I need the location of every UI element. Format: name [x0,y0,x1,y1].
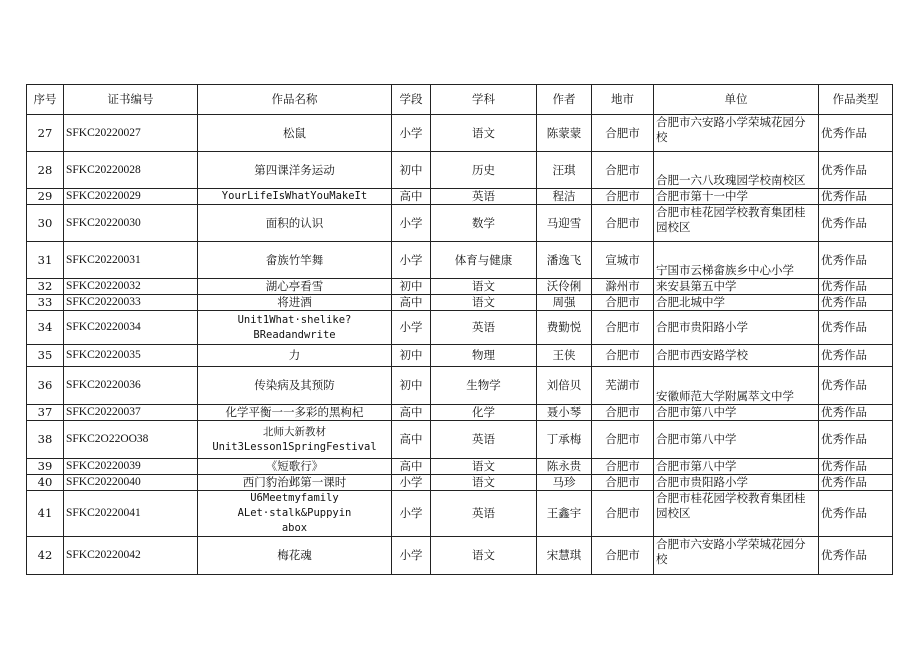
author-cell: 马迎雪 [537,205,592,242]
header-cell: 证书编号 [64,85,198,115]
certificate-number-cell: SFKC20220031 [64,242,198,279]
header-cell: 地市 [592,85,654,115]
table-row [27,491,893,537]
subject-cell: 英语 [431,311,537,345]
row-number-cell: 28 [27,152,64,189]
work-title-cell [198,152,392,189]
header-cell: 学段 [392,85,431,115]
work-type-cell: 优秀作品 [819,242,893,279]
certificate-number-cell: SFKC20220035 [64,345,198,367]
work-title-line: 将进酒 [277,295,312,309]
work-title-line: abox [281,522,308,534]
organization-cell: 合肥市贵阳路小学 [654,311,819,345]
work-title-cell [198,421,392,459]
award-table [26,84,893,575]
subject-cell: 英语 [431,421,537,459]
work-type-cell: 优秀作品 [819,115,893,152]
organization-cell: 安徽师范大学附属萃文中学 [654,367,819,405]
subject-cell: 体育与健康 [431,242,537,279]
certificate-number-cell: SFKC20220034 [64,311,198,345]
row-number-cell: 37 [27,405,64,421]
header-row [27,85,893,115]
certificate-number-cell: SFKC20220030 [64,205,198,242]
work-title-line: 湖心亭看雪 [265,279,324,293]
table-row [27,345,893,367]
author-cell: 汪琪 [537,152,592,189]
work-title-cell [198,405,392,421]
work-title-cell [198,205,392,242]
work-type-cell: 优秀作品 [819,421,893,459]
table-row [27,537,893,575]
author-cell: 陈永贵 [537,459,592,475]
certificate-number-cell: SFKC20220036 [64,367,198,405]
work-title-cell [198,242,392,279]
table-row [27,367,893,405]
header-cell: 作品名称 [198,85,392,115]
school-stage-cell: 小学 [392,537,431,575]
header-cell: 作者 [537,85,592,115]
work-title-line: Unit3Lesson1SpringFestival [212,440,377,453]
author-cell: 陈蒙蒙 [537,115,592,152]
organization-cell: 宁国市云梯畲族乡中心小学 [654,242,819,279]
city-cell: 合肥市 [592,475,654,491]
header-cell: 作品类型 [819,85,893,115]
work-type-cell: 优秀作品 [819,491,893,537]
table-row [27,205,893,242]
school-stage-cell: 高中 [392,459,431,475]
table-row [27,459,893,475]
school-stage-cell: 小学 [392,115,431,152]
certificate-number-cell: SFKC20220028 [64,152,198,189]
table-row [27,421,893,459]
table-row [27,152,893,189]
city-cell: 合肥市 [592,311,654,345]
city-cell: 合肥市 [592,295,654,311]
row-number-cell: 42 [27,537,64,575]
school-stage-cell: 小学 [392,205,431,242]
work-title-line: 传染病及其预防 [254,378,335,392]
work-type-cell: 优秀作品 [819,279,893,295]
certificate-number-cell: SFKC20220042 [64,537,198,575]
certificate-number-cell: SFKC20220037 [64,405,198,421]
work-title-line: 松鼠 [283,125,306,140]
organization-cell: 合肥市第十一中学 [654,189,819,205]
organization-cell: 合肥市西安路学校 [654,345,819,367]
city-cell: 滁州市 [592,279,654,295]
work-type-cell: 优秀作品 [819,345,893,367]
subject-cell: 物理 [431,345,537,367]
table-row [27,311,893,345]
work-title-cell [198,345,392,367]
certificate-number-cell: SFKC2O22OO38 [64,421,198,459]
subject-cell: 语文 [431,295,537,311]
table-row [27,279,893,295]
work-type-cell: 优秀作品 [819,311,893,345]
work-title-line: 第四课洋务运动 [254,162,335,177]
work-type-cell: 优秀作品 [819,295,893,311]
subject-cell: 数学 [431,205,537,242]
author-cell: 刘倍贝 [537,367,592,405]
work-title-cell [198,491,392,537]
work-type-cell: 优秀作品 [819,537,893,575]
work-title-line: 梅花魂 [277,548,312,562]
organization-cell: 合肥市第八中学 [654,421,819,459]
work-title-cell [198,189,392,205]
school-stage-cell: 初中 [392,367,431,405]
organization-cell: 合肥市贵阳路小学 [654,475,819,491]
city-cell: 合肥市 [592,205,654,242]
work-type-cell: 优秀作品 [819,189,893,205]
author-cell: 程洁 [537,189,592,205]
work-type-cell: 优秀作品 [819,475,893,491]
organization-cell: 合肥市第八中学 [654,459,819,475]
subject-cell: 语文 [431,475,537,491]
subject-cell: 语文 [431,459,537,475]
author-cell: 宋慧琪 [537,537,592,575]
city-cell: 合肥市 [592,345,654,367]
header-cell: 学科 [431,85,537,115]
certificate-number-cell: SFKC20220033 [64,295,198,311]
author-cell: 丁承梅 [537,421,592,459]
work-title-cell [198,459,392,475]
school-stage-cell: 初中 [392,345,431,367]
table-body [27,115,893,575]
row-number-cell: 34 [27,311,64,345]
work-title-line: U6Meetmyfamily ALet·stalk&Puppyin [237,492,352,519]
work-title-line: YourLifeIsWhatYouMakeIt [221,190,368,202]
subject-cell: 语文 [431,537,537,575]
work-title-cell [198,115,392,152]
city-cell: 合肥市 [592,405,654,421]
school-stage-cell: 初中 [392,279,431,295]
author-cell: 费勤悦 [537,311,592,345]
work-title-cell [198,475,392,491]
city-cell: 合肥市 [592,491,654,537]
certificate-number-cell: SFKC20220029 [64,189,198,205]
school-stage-cell: 高中 [392,405,431,421]
author-cell: 马珍 [537,475,592,491]
organization-cell: 来安县第五中学 [654,279,819,295]
header-cell: 单位 [654,85,819,115]
author-cell: 聂小琴 [537,405,592,421]
work-title-cell [198,537,392,575]
author-cell: 潘逸飞 [537,242,592,279]
city-cell: 合肥市 [592,459,654,475]
work-type-cell: 优秀作品 [819,152,893,189]
certificate-number-cell: SFKC20220032 [64,279,198,295]
table-row [27,295,893,311]
city-cell: 宣城市 [592,242,654,279]
city-cell: 合肥市 [592,537,654,575]
work-title-line: 西门豹治邺第一课时 [242,475,347,489]
work-title-cell [198,367,392,405]
school-stage-cell: 高中 [392,295,431,311]
row-number-cell: 41 [27,491,64,537]
subject-cell: 英语 [431,491,537,537]
author-cell: 周强 [537,295,592,311]
work-title-line: 面积的认识 [265,215,324,230]
school-stage-cell: 初中 [392,152,431,189]
row-number-cell: 33 [27,295,64,311]
work-title-line: 《短歌行》 [265,459,324,473]
subject-cell: 化学 [431,405,537,421]
organization-cell: 合肥一六八玫瑰园学校南校区 [654,152,819,189]
row-number-cell: 40 [27,475,64,491]
work-title-cell [198,279,392,295]
school-stage-cell: 小学 [392,475,431,491]
work-type-cell: 优秀作品 [819,367,893,405]
certificate-number-cell: SFKC20220041 [64,491,198,537]
row-number-cell: 32 [27,279,64,295]
subject-cell: 语文 [431,115,537,152]
certificate-number-cell: SFKC20220039 [64,459,198,475]
header-cell: 序号 [27,85,64,115]
school-stage-cell: 小学 [392,491,431,537]
table-row [27,405,893,421]
city-cell: 合肥市 [592,421,654,459]
table-row [27,475,893,491]
organization-cell: 合肥市桂花园学校教育集团桂园校区 [654,491,819,537]
work-title-line: 北师大新教材 [263,425,326,438]
row-number-cell: 29 [27,189,64,205]
organization-cell: 合肥市桂花园学校教育集团桂园校区 [654,205,819,242]
organization-cell: 合肥北城中学 [654,295,819,311]
organization-cell: 合肥市六安路小学荣城花园分校 [654,115,819,152]
row-number-cell: 31 [27,242,64,279]
row-number-cell: 30 [27,205,64,242]
row-number-cell: 38 [27,421,64,459]
table-row [27,189,893,205]
row-number-cell: 36 [27,367,64,405]
city-cell: 合肥市 [592,115,654,152]
subject-cell: 生物学 [431,367,537,405]
subject-cell: 历史 [431,152,537,189]
school-stage-cell: 高中 [392,189,431,205]
author-cell: 沃伶俐 [537,279,592,295]
work-type-cell: 优秀作品 [819,459,893,475]
work-title-cell [198,295,392,311]
work-title-line: 力 [288,348,301,362]
row-number-cell: 39 [27,459,64,475]
author-cell: 王鑫宇 [537,491,592,537]
work-title-line: 化学平衡一一多彩的黑枸杞 [225,405,364,419]
work-title-line: 畲族竹竿舞 [265,252,324,267]
school-stage-cell: 小学 [392,311,431,345]
certificate-number-cell: SFKC20220027 [64,115,198,152]
city-cell: 合肥市 [592,152,654,189]
table-row [27,242,893,279]
work-type-cell: 优秀作品 [819,405,893,421]
table-row [27,115,893,152]
work-title-cell [198,311,392,345]
school-stage-cell: 高中 [392,421,431,459]
row-number-cell: 27 [27,115,64,152]
organization-cell: 合肥市六安路小学荣城花园分校 [654,537,819,575]
organization-cell: 合肥市第八中学 [654,405,819,421]
school-stage-cell: 小学 [392,242,431,279]
author-cell: 王侠 [537,345,592,367]
row-number-cell: 35 [27,345,64,367]
city-cell: 合肥市 [592,189,654,205]
work-type-cell: 优秀作品 [819,205,893,242]
city-cell: 芜湖市 [592,367,654,405]
subject-cell: 语文 [431,279,537,295]
work-title-line: Unit1What·shelike?BReadandwrite [237,313,352,341]
certificate-number-cell: SFKC20220040 [64,475,198,491]
subject-cell: 英语 [431,189,537,205]
